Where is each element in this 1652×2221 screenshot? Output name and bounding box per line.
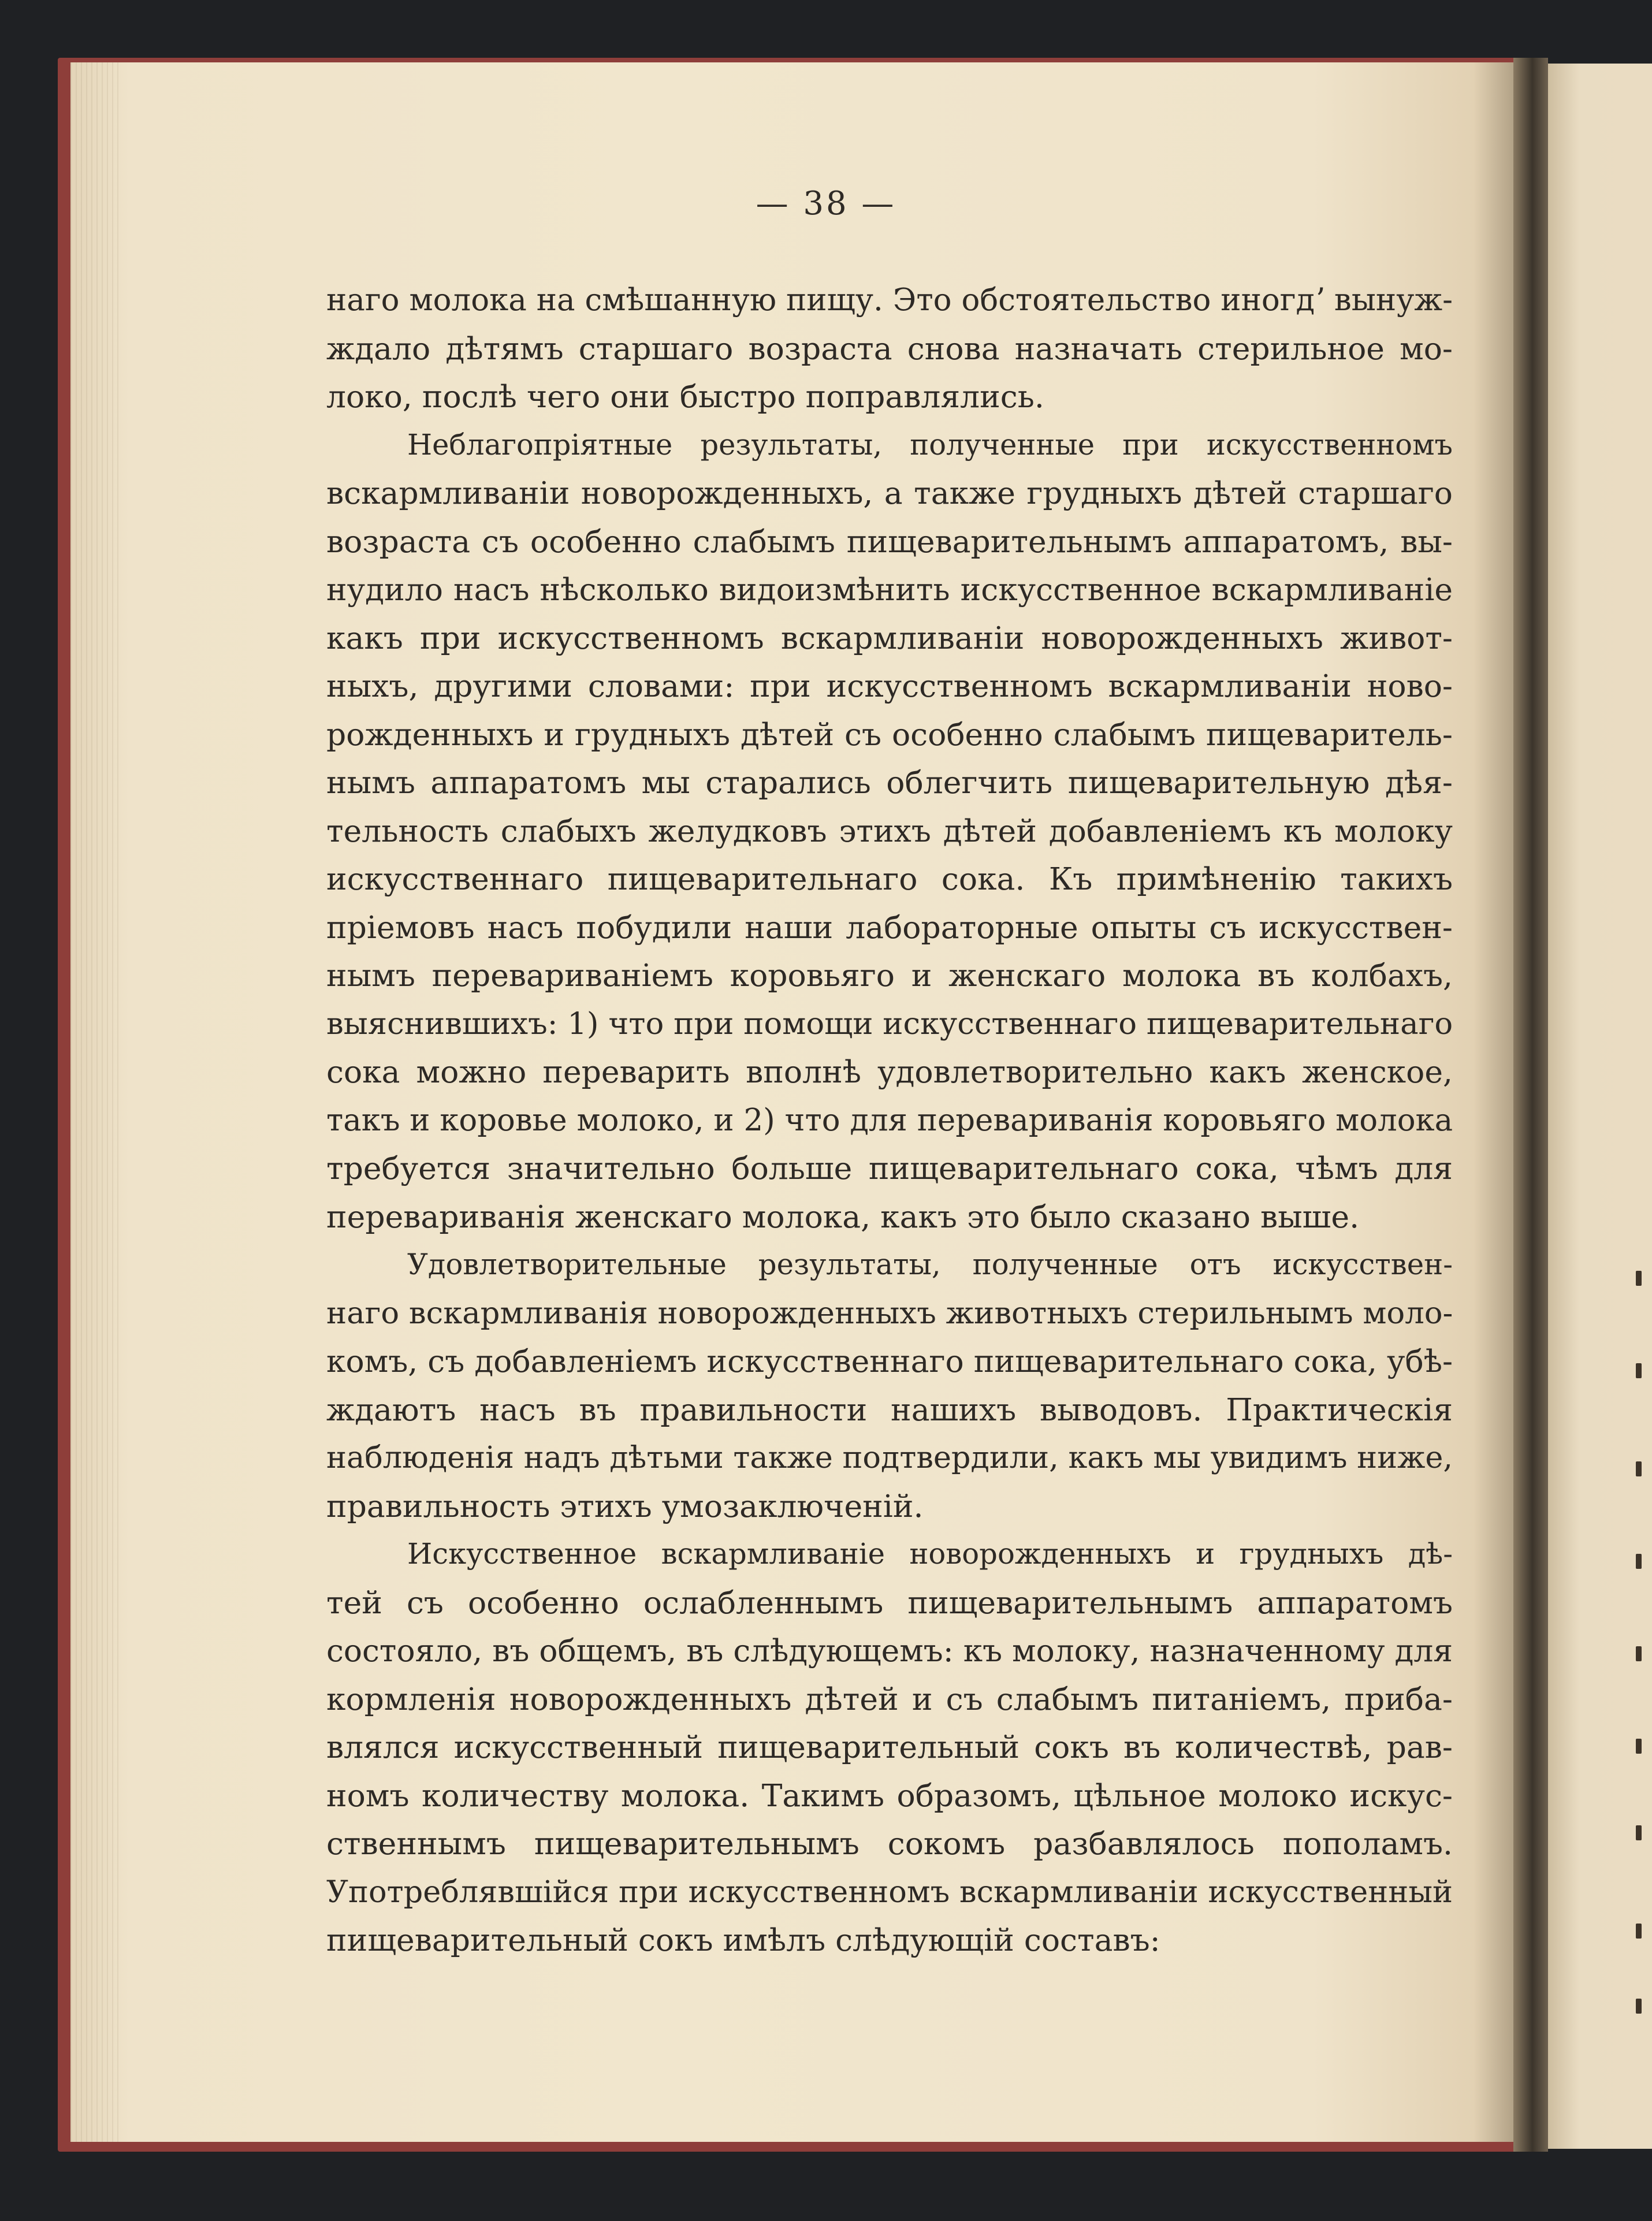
text-line: требуется значительно больше пищеварительнаго сока, чѣмъ для xyxy=(326,1150,1453,1186)
text-line: Удовлетворительные результаты, полученные отъ искусствен- xyxy=(407,1248,1453,1281)
paragraph xyxy=(326,421,1453,1241)
text-line: ждаютъ насъ въ правильности нашихъ выводовъ. Практическія xyxy=(326,1391,1453,1428)
text-line: Искусственное вскармливаніе новорожденныхъ и грудныхъ дѣ- xyxy=(407,1537,1453,1571)
text-line: наблюденія надъ дѣтьми также подтвердили, какъ мы увидимъ ниже, xyxy=(326,1440,1453,1475)
paragraph xyxy=(326,1530,1453,1965)
text-line: какъ при искусственномъ вскармливаніи новорожденныхъ живот- xyxy=(326,619,1453,656)
text-line: комъ, съ добавленіемъ искусственнаго пищеварительнаго сока, убѣ- xyxy=(326,1343,1453,1379)
page-edges xyxy=(70,62,122,2142)
text-line: нымъ аппаратомъ мы старались облегчить пищеварительную дѣя- xyxy=(326,764,1453,801)
text-line: рожденныхъ и грудныхъ дѣтей съ особенно слабымъ пищеваритель- xyxy=(326,716,1453,753)
paragraph xyxy=(326,1241,1453,1530)
text-line: наго вскармливанія новорожденныхъ животныхъ стерильнымъ моло- xyxy=(326,1295,1453,1331)
text-line: пищеварительный сокъ имѣлъ слѣдующій составъ: xyxy=(326,1922,1160,1958)
text-line: влялся искусственный пищеварительный сокъ въ количествѣ, рав- xyxy=(326,1729,1453,1765)
text-line: тельность слабыхъ желудковъ этихъ дѣтей добавленіемъ къ молоку xyxy=(326,812,1453,849)
text-line: Неблагопріятные результаты, полученные при искусственномъ xyxy=(407,427,1453,462)
text-line: нымъ перевариваніемъ коровьяго и женскаго молока въ колбахъ, xyxy=(326,957,1453,994)
text-line: выяснившихъ: 1) что при помощи искусственнаго пищеварительнаго xyxy=(326,1006,1453,1041)
text-line: локо, послѣ чего они быстро поправлялись. xyxy=(326,378,1044,415)
text-line: номъ количеству молока. Такимъ образомъ, цѣльное молоко искус- xyxy=(326,1777,1453,1814)
text-line: пріемовъ насъ побудили наши лабораторные опыты съ искусствен- xyxy=(326,909,1453,946)
text-line: правильность этихъ умозаключеній. xyxy=(326,1487,924,1524)
text-line: ственнымъ пищеварительнымъ сокомъ разбавлялось пополамъ. xyxy=(326,1825,1453,1862)
page-number: — 38 — xyxy=(756,185,896,222)
text-line: ждало дѣтямъ старшаго возраста снова назначать стерильное мо- xyxy=(326,330,1453,367)
text-line: сока можно переварить вполнѣ удовлетворительно какъ женское, xyxy=(326,1054,1453,1090)
text-line: возраста съ особенно слабымъ пищеварительнымъ аппаратомъ, вы- xyxy=(326,523,1453,560)
text-line: Употреблявшійся при искусственномъ вскармливаніи искусственный xyxy=(326,1874,1453,1910)
body-text xyxy=(326,276,1453,1965)
book-gutter xyxy=(1513,58,1548,2152)
text-line: такъ и коровье молоко, и 2) что для перевариванія коровьяго молока xyxy=(326,1102,1453,1138)
text-line: перевариванія женскаго молока, какъ это было сказано выше. xyxy=(326,1198,1360,1235)
text-line: ныхъ, другими словами: при искусственномъ вскармливаніи ново- xyxy=(326,668,1453,704)
text-line: нудило насъ нѣсколько видоизмѣнить искусственное вскармливаніе xyxy=(326,571,1453,608)
text-line: кормленія новорожденныхъ дѣтей и съ слабымъ питаніемъ, приба- xyxy=(326,1680,1453,1717)
text-line: наго молока на смѣшанную пищу. Это обстоятельство иногдʼ вынуж- xyxy=(326,282,1453,318)
text-line: вскармливаніи новорожденныхъ, а также грудныхъ дѣтей старшаго xyxy=(326,475,1453,511)
paragraph xyxy=(326,276,1453,421)
facing-page-text-fragments xyxy=(1636,1271,1652,2022)
text-line: тей съ особенно ослабленнымъ пищеварительнымъ аппаратомъ xyxy=(326,1584,1453,1621)
text-line: состояло, въ общемъ, въ слѣдующемъ: къ молоку, назначенному для xyxy=(326,1632,1453,1669)
text-line: искусственнаго пищеварительнаго сока. Къ примѣненію такихъ xyxy=(326,861,1453,897)
